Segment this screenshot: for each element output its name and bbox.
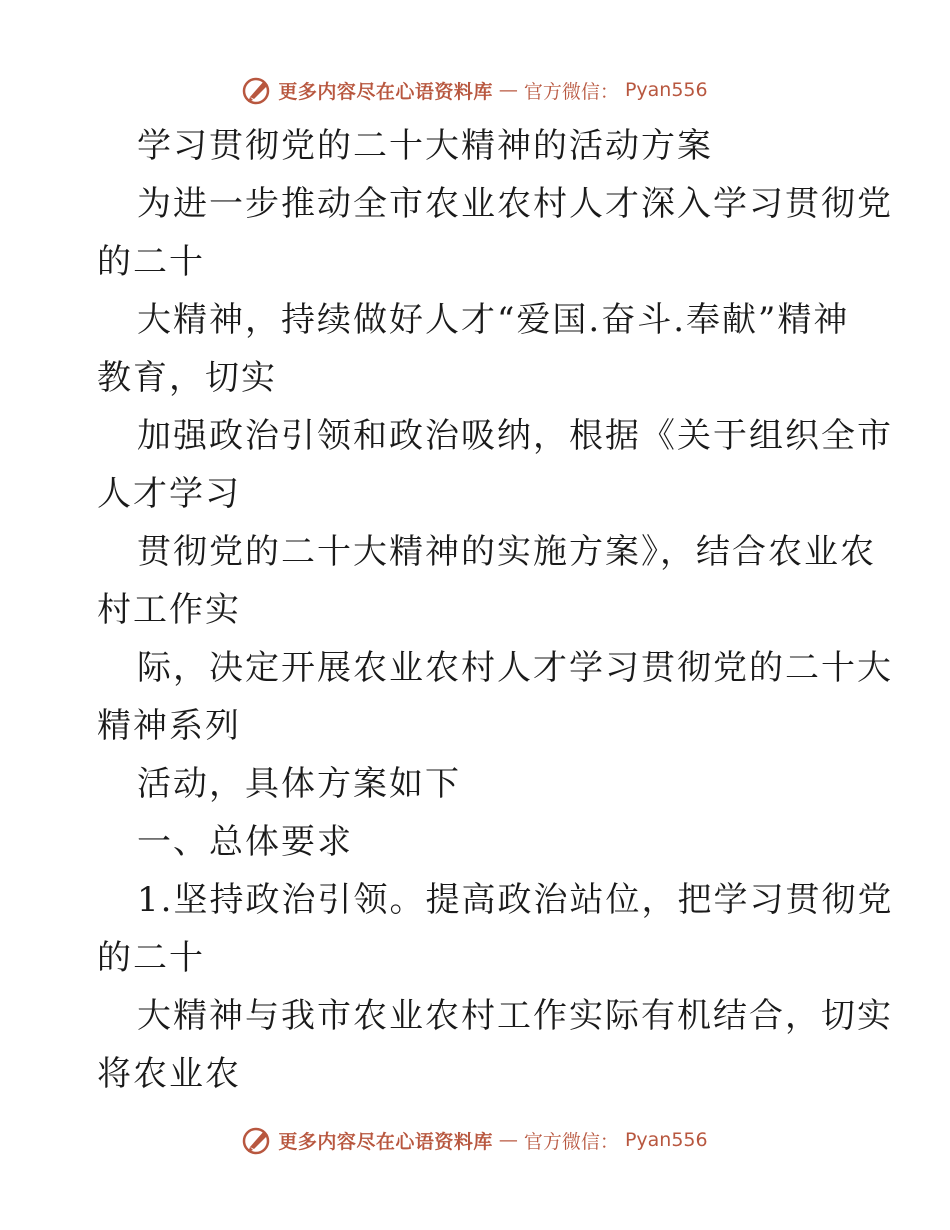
document-body xyxy=(97,117,894,1103)
banner-slogan: 更多内容尽在心语资料库 xyxy=(278,1130,493,1153)
document-line: 村工作实 xyxy=(97,590,241,630)
pen-logo-icon xyxy=(242,75,272,105)
document-line: 人才学习 xyxy=(97,474,241,514)
document-line: 为进一步推动全市农业农村人才深入学习贯彻党 xyxy=(137,184,893,224)
banner-separator: — xyxy=(498,1129,518,1151)
banner-wechat-label: 官方微信： xyxy=(523,1130,619,1153)
banner-slogan: 更多内容尽在心语资料库 xyxy=(278,80,493,103)
pen-logo-icon xyxy=(242,1125,272,1155)
banner-wechat-label: 官方微信： xyxy=(523,80,619,103)
document-line: 教育，切实 xyxy=(97,358,277,398)
header-banner xyxy=(0,70,950,110)
document-line: 大精神，持续做好人才“爱国.奋斗.奉献”精神 xyxy=(137,300,850,340)
footer-banner xyxy=(0,1120,950,1160)
document-line: 的二十 xyxy=(97,938,205,978)
banner-wechat-id: Pyan556 xyxy=(624,79,708,101)
document-line: 将农业农 xyxy=(97,1054,241,1094)
document-line: 1.坚持政治引领。提高政治站位，把学习贯彻党 xyxy=(137,880,894,920)
document-line: 学习贯彻党的二十大精神的活动方案 xyxy=(137,126,713,166)
document-line: 的二十 xyxy=(97,242,205,282)
document-line: 际，决定开展农业农村人才学习贯彻党的二十大 xyxy=(137,648,893,688)
document-line: 一、总体要求 xyxy=(137,822,353,862)
document-line: 贯彻党的二十大精神的实施方案》，结合农业农 xyxy=(137,532,876,572)
document-line: 活动，具体方案如下 xyxy=(137,764,461,804)
banner-separator: — xyxy=(498,79,518,101)
document-line: 精神系列 xyxy=(97,706,241,746)
document-line: 大精神与我市农业农村工作实际有机结合，切实 xyxy=(137,996,893,1036)
document-line: 加强政治引领和政治吸纳，根据《关于组织全市 xyxy=(137,416,893,456)
banner-wechat-id: Pyan556 xyxy=(624,1129,708,1151)
